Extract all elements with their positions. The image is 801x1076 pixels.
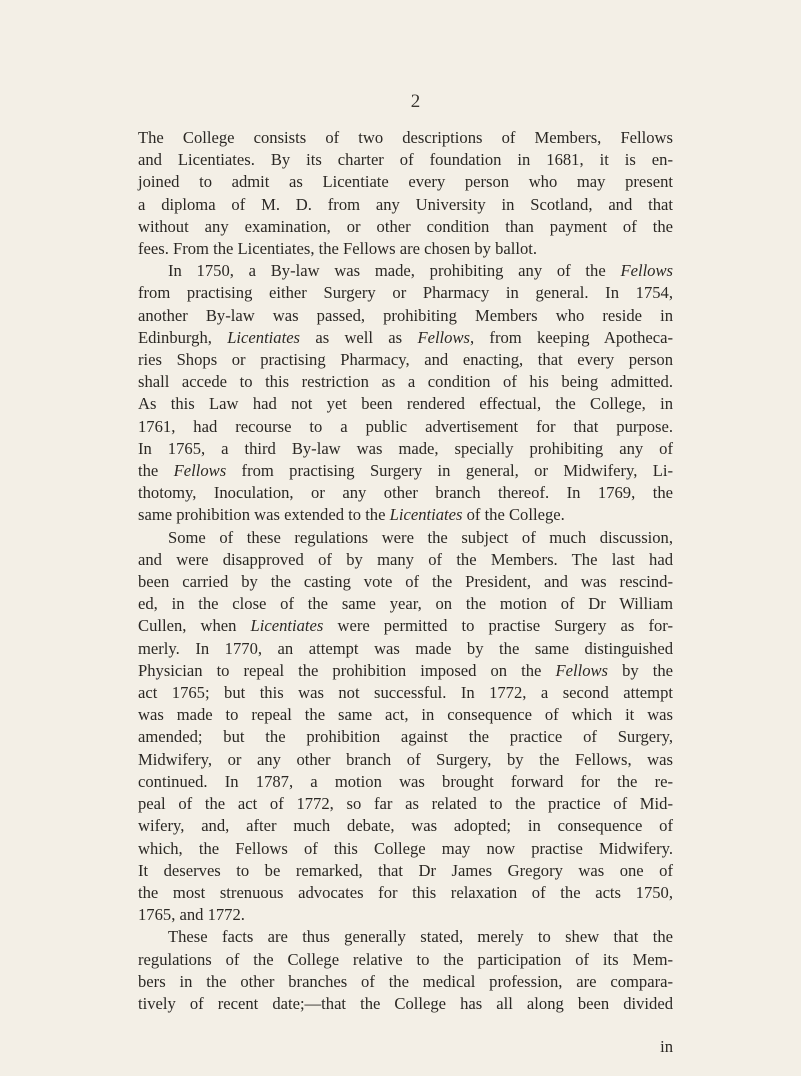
text-segment: which, the Fellows of this College may now practise Midwifery. bbox=[138, 838, 673, 858]
text-segment: peal of the act of 1772, so far as related to the practice of Mid- bbox=[138, 794, 673, 814]
text-line bbox=[138, 771, 673, 793]
text-segment: by the bbox=[608, 660, 673, 680]
text-segment: As this Law had not yet been rendered effectual, the College, in bbox=[138, 394, 673, 414]
text-segment: fees. From the Licentiates, the Fellows are chosen by ballot. bbox=[138, 239, 538, 259]
italic-text: Licentiates bbox=[250, 616, 324, 636]
text-segment: Some of these regulations were the subject of much discussion, bbox=[168, 527, 673, 547]
text-line bbox=[138, 571, 673, 593]
text-segment: , from keeping Apotheca- bbox=[469, 327, 673, 347]
text-segment: The College consists of two descriptions of Members, Fellows bbox=[138, 128, 673, 147]
text-line bbox=[138, 371, 673, 393]
text-segment: was made to repeal the same act, in consequence of which it was bbox=[138, 705, 673, 725]
text-line bbox=[138, 749, 673, 771]
text-segment: It deserves to be remarked, that Dr James Gregory was one of bbox=[138, 860, 673, 880]
text-line bbox=[138, 438, 673, 460]
text-line bbox=[138, 127, 673, 149]
text-line bbox=[138, 216, 673, 238]
text-line bbox=[138, 305, 673, 327]
text-line bbox=[138, 615, 673, 637]
italic-text: Fellows bbox=[555, 660, 609, 680]
text-line bbox=[138, 660, 673, 682]
text-line bbox=[138, 993, 673, 1015]
text-line bbox=[138, 549, 673, 571]
body-text bbox=[138, 127, 673, 1015]
text-line bbox=[138, 149, 673, 171]
text-line bbox=[138, 393, 673, 415]
text-segment: tively of recent date;—that the College has all along been divided bbox=[138, 993, 673, 1013]
text-line bbox=[138, 482, 673, 504]
text-segment: In 1750, a By-law was made, prohibiting any of the bbox=[168, 261, 621, 281]
text-line bbox=[138, 171, 673, 193]
text-segment: without any examination, or other condition than payment of the bbox=[138, 216, 673, 236]
text-segment: ed, in the close of the same year, on the motion of Dr William bbox=[138, 594, 673, 614]
text-segment: and Licentiates. By its charter of foundation in 1681, it is en- bbox=[138, 150, 673, 170]
text-segment: the bbox=[138, 461, 174, 481]
text-segment: thotomy, Inoculation, or any other branch thereof. In 1769, the bbox=[138, 483, 673, 503]
text-segment: as well as bbox=[300, 327, 418, 347]
text-line bbox=[138, 194, 673, 216]
text-segment: 1761, had recourse to a public advertisement for that purpose. bbox=[138, 416, 673, 436]
text-segment: In 1765, a third By-law was made, specially prohibiting any of bbox=[138, 438, 673, 458]
italic-text: Licentiates bbox=[389, 505, 463, 525]
italic-text: Fellows bbox=[620, 261, 673, 281]
text-line bbox=[138, 971, 673, 993]
text-line bbox=[138, 904, 673, 926]
text-segment: merly. In 1770, an attempt was made by the same distinguished bbox=[138, 638, 673, 658]
text-segment: another By-law was passed, prohibiting Members who reside in bbox=[138, 305, 673, 325]
text-line bbox=[138, 926, 673, 948]
italic-text: Fellows bbox=[173, 461, 227, 481]
text-segment: from practising Surgery in general, or Midwifery, Li- bbox=[226, 461, 673, 481]
text-line bbox=[138, 238, 673, 260]
text-segment: Midwifery, or any other branch of Surgery, by the Fellows, was bbox=[138, 749, 673, 769]
text-line bbox=[138, 460, 673, 482]
text-line bbox=[138, 260, 673, 282]
text-segment: the most strenuous advocates for this relaxation of the acts 1750, bbox=[138, 882, 673, 902]
text-line bbox=[138, 815, 673, 837]
page-number: 2 bbox=[410, 91, 421, 112]
text-segment: Physician to repeal the prohibition imposed on the bbox=[138, 660, 556, 680]
text-line bbox=[138, 860, 673, 882]
text-line bbox=[138, 504, 673, 526]
text-line bbox=[138, 327, 673, 349]
text-segment: joined to admit as Licentiate every person who may present bbox=[138, 172, 673, 192]
text-segment: regulations of the College relative to the participation of its Mem- bbox=[138, 949, 673, 969]
text-line bbox=[138, 838, 673, 860]
text-segment: been carried by the casting vote of the President, and was rescind- bbox=[138, 572, 673, 592]
text-segment: These facts are thus generally stated, merely to shew that the bbox=[168, 927, 673, 947]
text-line bbox=[138, 282, 673, 304]
text-segment: bers in the other branches of the medical profession, are compara- bbox=[138, 971, 673, 991]
text-segment: Edinburgh, bbox=[138, 327, 228, 347]
text-line bbox=[138, 882, 673, 904]
text-line bbox=[138, 349, 673, 371]
italic-text: Fellows bbox=[417, 327, 470, 347]
text-segment: wifery, and, after much debate, was adopted; in consequence of bbox=[138, 816, 673, 836]
text-segment: amended; but the prohibition against the practice of Surgery, bbox=[138, 727, 673, 747]
text-segment: shall accede to this restriction as a condition of his being admitted. bbox=[138, 372, 673, 392]
text-segment: of the College. bbox=[462, 505, 565, 525]
text-segment: a diploma of M. D. from any University in Scotland, and that bbox=[138, 194, 673, 214]
text-segment: same prohibition was extended to the bbox=[138, 505, 390, 525]
text-segment: act 1765; but this was not successful. In 1772, a second attempt bbox=[138, 683, 673, 703]
text-segment: were permitted to practise Surgery as for- bbox=[323, 616, 673, 636]
text-segment: 1765, and 1772. bbox=[138, 905, 245, 925]
text-segment: from practising either Surgery or Pharmacy in general. In 1754, bbox=[138, 283, 673, 303]
text-line bbox=[138, 593, 673, 615]
text-line bbox=[138, 416, 673, 438]
text-segment: and were disapproved of by many of the Members. The last had bbox=[138, 549, 673, 569]
text-line bbox=[138, 704, 673, 726]
italic-text: Licentiates bbox=[227, 327, 301, 347]
text-line bbox=[138, 949, 673, 971]
text-line bbox=[138, 793, 673, 815]
catchword: in bbox=[660, 1037, 673, 1056]
text-line bbox=[138, 682, 673, 704]
text-segment: ries Shops or practising Pharmacy, and enacting, that every person bbox=[138, 350, 673, 370]
text-segment: continued. In 1787, a motion was brought forward for the re- bbox=[138, 771, 673, 791]
text-line bbox=[138, 527, 673, 549]
text-line bbox=[138, 726, 673, 748]
text-line bbox=[138, 638, 673, 660]
text-segment: Cullen, when bbox=[138, 616, 251, 636]
